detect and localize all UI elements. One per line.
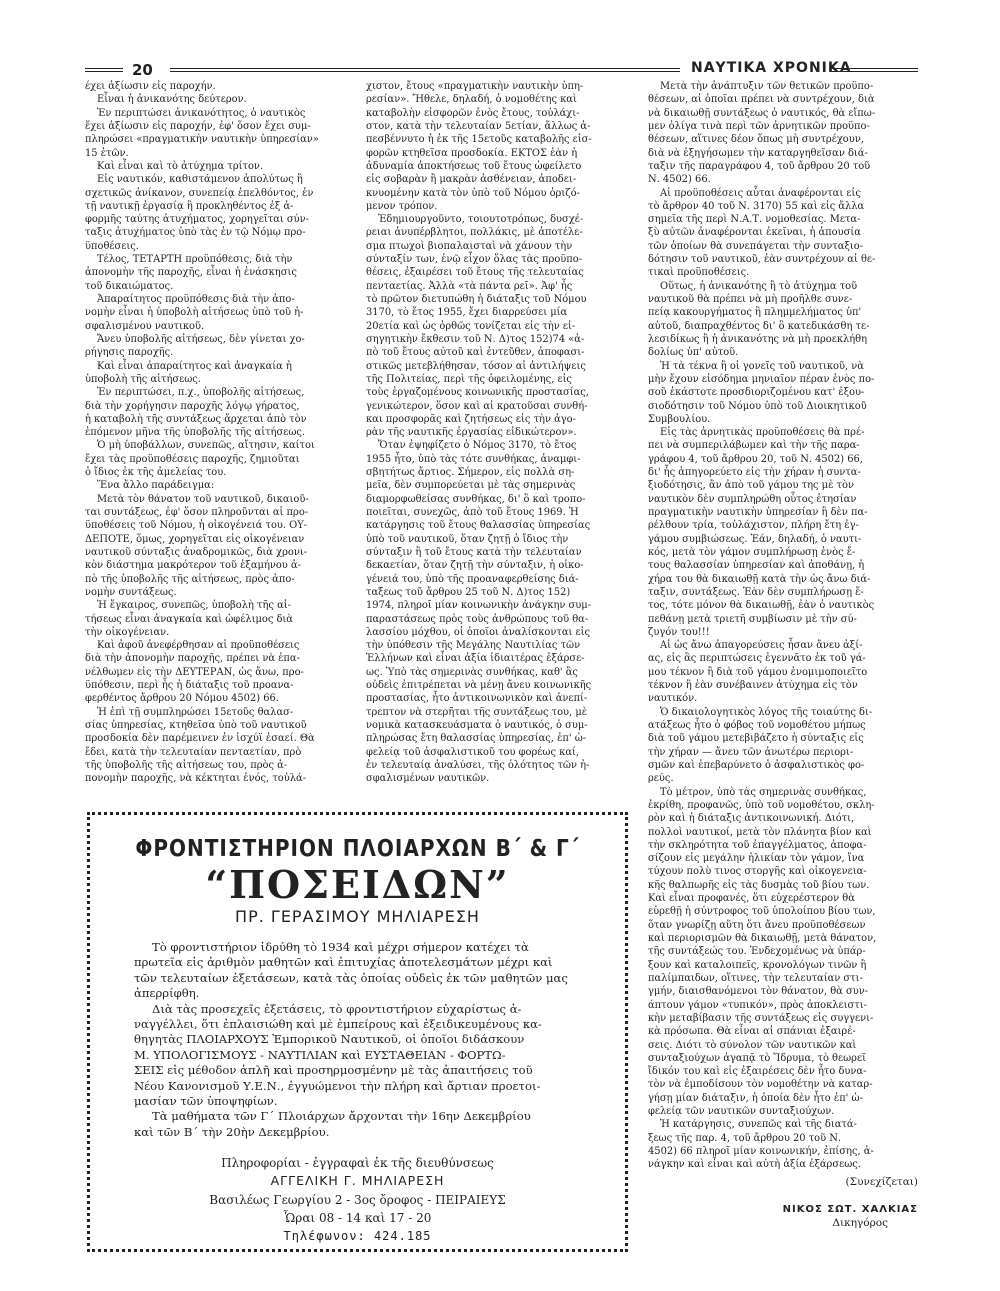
paragraph: Ἄνευ ὑποβολῆς αἰτήσεως, δὲν γίνεται χο- ρήγησις παροχῆς. (85, 333, 305, 359)
author-role: Δικηγόρος (832, 1217, 888, 1230)
paragraph: Καὶ ἀφοῦ ἀνεφέρθησαν αἱ προϋποθέσεις διὰ τὴν ἀπονομὴν παροχῆς, πρέπει νὰ ἐπα- νέλθωμεν εἰς τὴν ΔΕΥΤΕΡΑΝ, ὡς ἄνω, προ- ϋπόθεσιν, περὶ ἧς ἡ διάταξις τοῦ προανα- φερθέντος ἄρθρου 20 Νόμου 4502) 66. (85, 640, 304, 705)
paragraph: Μετὰ τὴν ἀνάπτυξιν τῶν θετικῶν προϋπο- θέσεων, αἱ ὁποῖαι πρέπει νὰ συντρέχουν, διὰ νὰ δικαιωθῇ συντάξεως ὁ ναυτικός, θὰ εἴπω- μεν ὀλίγα τινὰ περὶ τῶν ἀρνητικῶν προϋπο- θέσεων, αἵτινες δέον ὅπως μὴ συντρέχουν, διὰ νὰ ἐξηγήσωμεν τὴν καταργηθεῖσαν διά- ταξιν τῆς παραγράφου 4, τοῦ ἄρθρου 20 τοῦ Ν. 4502) 66. (648, 81, 876, 186)
paragraph: Αἱ ὡς ἄνω ἀπαγορεύσεις ἦσαν ἄνευ ἀξί- ας, εἰς ἃς περιπτώσεις ἐγεννᾶτο ἐκ τοῦ γά- μου τέκνον ἢ διὰ τοῦ γάμου ἐνομιμοποιεῖτο τέκνον ἢ ἐὰν συνέβαινεν ἀτύχημα εἰς τὸν ναυτικόν. (648, 640, 868, 705)
article-column-3 (648, 80, 918, 1230)
paragraph: Ἡ ἐπὶ τῇ συμπληρώσει 15ετοῦς θαλασ- σίας ὑπηρεσίας, κτηθεῖσα ὑπὸ τοῦ ναυτικοῦ προσδοκία δὲν παρέμεινεν ἐν ἰσχύϊ ἐσαεί. Θὰ ἔδει, κατὰ τὴν τελευταίαν πενταετίαν, πρὸ τῆς ὑποβολῆς τῆς αἰτήσεως του, πρὸς ἀ- πονομὴν παροχῆς, νὰ κέκτηται ἐνός, τοὐλά- (85, 706, 315, 785)
paragraph: Καὶ εἶναι καὶ τὸ ἀτύχημα τρίτον. (97, 160, 264, 172)
advertisement-box (87, 812, 628, 1252)
ad-phone: Τηλέφωνον: 424.185 (283, 1229, 432, 1244)
header-rule-right (830, 68, 918, 72)
paragraph: Εἰς ναυτικόν, καθιστάμενον ἀπολύτως ἢ σχετικῶς ἀνίκανον, συνεπείᾳ ἐπελθόντος, ἐν τῇ ναυτικῇ ἐργασίᾳ ἢ προκληθέντος ἐξ ἀ- φορμῆς ταύτης ἀτυχήματος, χορηγεῖται σύν- ταξις ἀτυχήματος ὑπὸ τὰς ἐν τῷ Νόμῳ προ- ϋποθέσεις. (85, 174, 314, 252)
ad-body (134, 940, 585, 1140)
ad-info-line: Πληροφορίαι - ἐγγραφαὶ ἐκ τῆς διευθύνσεως (221, 1156, 494, 1171)
header-rule-left (85, 68, 123, 72)
paragraph: Ἡ κατάργησις, συνεπῶς καὶ τῆς διατά- ξεως τῆς παρ. 4, τοῦ ἄρθρου 20 τοῦ Ν. 4502) 66 πληροῖ μίαν κοινωνικήν, ἐπίσης, ἀ- νάγκην καὶ εἶναι καὶ αὐτὴ ἀξία ἐξάρσεως. (648, 1119, 874, 1171)
paragraph: Ἡ ἔγκαιρος, συνεπῶς, ὑποβολὴ τῆς αἰ- τήσεως εἶναι ἀναγκαία καὶ ὠφέλιμος διὰ τὴν οἰκογένειαν. (85, 600, 293, 638)
continued-note: (Συνεχίζεται) (845, 1175, 918, 1188)
paragraph: Τὸ μέτρον, ὑπὸ τὰς σημερινὰς συνθήκας, ἐκρίθη, προφανῶς, ὑπὸ τοῦ νομοθέτου, σκλη- ρὸν καὶ ἡ διάταξις ἀντικοινωνική. Διότι, πολλοὶ ναυτικοί, μετὰ τὸν πλάνητα βίον καὶ τὴν σκληρότητα τοῦ ἐπαγγέλματος, ἀποφα- σίζουν εἰς μεγάλην ἡλικίαν τὸν γάμον, ἵνα τύχουν πολὺ τινος στοργῆς καὶ οἰκογενεια- κῆς θαλπωρῆς εἰς τὰς δυσμὰς τοῦ βίου των. Καὶ εἶναι προφανές, ὅτι εὐχερέστερον θὰ εὑρεθῇ ἡ σύντροφος τοῦ ὑπολοίπου βίου των, ὅταν γνωρίζῃ αὕτη ὅτι ἄνευ προϋποθέσεων καὶ περιορισμῶν θὰ δικαιωθῇ, μετὰ θάνατον, τῆς συντάξεώς του. Ἐνδεχομένως νὰ ὑπάρ- ξουν καὶ καταλοιπεῖς, κρονολόγων τινῶν ἢ παλίμπαιδων, οἵτινες, τὴν τελευταίαν στι- γμήν, διαισθανόμενοι τὸν θάνατον, θὰ συν- άπτουν γάμον «τυπικόν», πρὸς ἀποκλειστι- κὴν μεταβίβασιν τῆς συντάξεως εἰς συγγενι- κὰ πρόσωπα. Θὰ εἶναι αἱ σπάνιαι ἐξαιρέ- σεις. Διότι τὸ σύνολον τῶν ναυτικῶν καὶ συνταξιούχων ἀγαπᾷ τὸ Ἵδρυμα, τὸ θεωρεῖ ἴδικόν του καὶ εἰς ἐξαιρέσεις δὲν ἦτο δυνα- τὸν νὰ ἐμποδίσουν τὸν νομοθέτην νὰ καταρ- γήσῃ μίαν διάταξιν, ἡ ὁποία δὲν ἦτο ἐπ' ὠ- φελείᾳ τῶν ναυτικῶν συνταξιούχων. (648, 786, 877, 1118)
paragraph: Ἐν περιπτώσει ἀνικανότητος, ὁ ναυτικὸς ἔχει ἀξίωσιν εἰς παροχήν, ἐφ' ὅσον ἔχει συμ- πληρώσει «πραγματικὴν ναυτικὴν ὑπηρεσίαν» 15 ἐτῶν. (85, 107, 319, 159)
paragraph: Καὶ εἶναι ἀπαραίτητος καὶ ἀναγκαία ἡ ὑποβολὴ τῆς αἰτήσεως. (85, 360, 292, 385)
paragraph: Διὰ τὰς προσεχεῖς ἐξετάσεις, τὸ φροντιστήριον εὐχαρίστως ἀ- ναγγέλλει, ὅτι ἐπλαισιώθη καὶ μὲ ἐμπείρους καὶ ἐξειδικευμένους κα- θηγητὰς ΠΛΟΙΑΡΧΟΥΣ Ἐμπορικοῦ Ναυτικοῦ, οἱ ὁποῖοι διδάσκουν Μ. ΥΠΟΛΟΓΙΣΜΟΥΣ - ΝΑΥΤΙΛΙΑΝ καὶ ΕΥΣΤΑΘΕΙΑΝ - ΦΟΡΤΩ- ΣΕΙΣ εἰς μέθοδον ἁπλῆ καὶ προσηρμοσμένην μὲ τὰς ἀπαιτήσεις τοῦ Νέου Κανονισμοῦ Υ.Ε.Ν., ἐγγυώμενοι τὴν πλήρη καὶ ἄρτιαν προετοι- μασίαν τῶν ὑποψηφίων. (134, 1001, 542, 1109)
paragraph: Αἱ προϋποθέσεις αὗται ἀναφέρονται εἰς τὸ ἄρθρον 40 τοῦ Ν. 3170) 55 καὶ εἰς ἄλλα σημεῖα τῆς περὶ Ν.Α.Τ. νομοθεσίας. Μετα- ξὺ αὐτῶν ἀναφέρονται ἐκεῖναι, ἡ ἀπουσία τῶν ὁποίων θὰ συνεπάγεται τὴν συνταξιο- δότησιν τοῦ ναυτικοῦ, ἐὰν συντρέχουν αἱ θε- τικαὶ προϋποθέσεις. (648, 187, 876, 279)
paragraph: Εἶναι ἡ ἀνικανότης δεύτερον. (97, 94, 247, 106)
paragraph: Τέλος, ΤΕΤΑΡΤΗ προϋπόθεσις, διὰ τὴν ἀπονομὴν τῆς παροχῆς, εἶναι ἡ ἐνάσκησις τοῦ δικαιώματος. (85, 254, 297, 292)
ad-subtitle: ΠΡ. ΓΕΡΑΣΙΜΟΥ ΜΗΛΙΑΡΕΣΗ (235, 907, 480, 926)
paragraph: Ὁ μὴ ὑποβάλλων, συνεπῶς, αἴτησιν, καίτοι ἔχει τὰς προϋποθέσεις παροχῆς, ζημιοῦται ὁ ἴδιος ἐκ τῆς ἀμελείας του. (85, 440, 315, 479)
paragraph: Ἕνα ἄλλο παράδειγμα: (97, 480, 215, 492)
paragraph: Τὰ μαθήματα τῶν Γ΄ Πλοιάρχων ἄρχονται τὴν 16ην Δεκεμβρίου καὶ τῶν Β΄ τὴν 20ὴν Δεκεμβρίου. (134, 1109, 531, 1139)
author-name: ΝΙΚΟΣ ΣΩΤ. ΧΑΛΚΙΑΣ (782, 1203, 918, 1215)
paragraph: Ἀπαραίτητος προϋπόθεσις διὰ τὴν ἀπο- νομὴν εἶναι ἡ ὑποβολὴ αἰτήσεως ὑπὸ τοῦ ἠ- σφαλισμένου ναυτικοῦ. (85, 294, 304, 332)
ad-contact-name: ΑΓΓΕΛΙΚΗ Γ. ΜΗΛΙΑΡΕΣΗ (270, 1173, 445, 1189)
ad-hours: Ὧραι 08 - 14 καὶ 17 - 20 (283, 1211, 432, 1226)
ad-school-name: “ΠΟΣΕΙΔΩΝ” (205, 862, 510, 907)
paragraph: έχει ἀξίωσιν εἰς παροχήν. (85, 81, 216, 92)
ad-title: ΦΡΟΝΤΙΣΤΗΡΙΟΝ ΠΛΟΙΑΡΧΩΝ Β΄ & Γ΄ (135, 834, 580, 862)
paragraph: Ὁ δικαιολογητικὸς λόγος τῆς τοιαύτης δι- ατάξεως ἦτο ὁ φόβος τοῦ νομοθέτου μήπως διὰ τοῦ γάμου μετεβιβάζετο ἡ σύνταξις εἰς τὴν χήραν — ἄνευ τῶν ἀνωτέρω περιορι- σμῶν καὶ ἐπεβαρύνετο ὁ ἀσφαλιστικὸς φο- ρεύς. (648, 706, 873, 785)
paragraph: Ὅταν ἐψηφίζετο ὁ Νόμος 3170, τὸ ἔτος 1955 ἦτο, ὑπὸ τὰς τότε συνθήκας, ἀναμφι- σβητήτως ἄρτιος. Σήμερον, εἰς πολλὰ ση- μεῖα, δὲν συμπορεύεται μὲ τὰς σημερινὰς διαμορφωθείσας συνθήκας, δι' ὃ καὶ τροπο- ποιεῖται, συνεχῶς, ἀπὸ τοῦ ἔτους 1969. Ἡ κατάργησις τοῦ ἔτους θαλασσίας ὑπηρεσίας ὑπὸ τοῦ ναυτικοῦ, ὅταν ζητῇ ὁ ἴδιος τὴν σύνταξιν ἢ τοῦ ἔτους κατὰ τὴν τελευταίαν δεκαετίαν, ὅταν ζητῇ τὴν σύνταξιν, ἡ οἰκο- γένειά του, ὑπὸ τῆς προαναφερθείσης διά- ταξεως τοῦ ἄρθρου 25 τοῦ Ν. Δ)τος 152) 1974, πληροῖ μίαν κοινωνικὴν ἀνάγκην συμ- παραστάσεως πρὸς τοὺς ἀνθρώπους τοῦ θα- λασσίου μόχθου, οἱ ὁποῖοι ἀναλίσκονται εἰς τὴν ὑπόθεσιν τῆς Μεγάλης Ναυτιλίας τῶν Ἑλλήνων καὶ εἶναι ἀξία ἰδιαιτέρας ἐξάρσε- ως. Ὑπὸ τὰς σημερινὰς συνθήκας, καθ' ἃς οὐδεὶς ἐπιτρέπεται νὰ μένῃ ἄνευ κοινωνικῆς προστασίας, ἦτο ἀντικοινωνικὸν καὶ ἀνεπί- τρεπτον νὰ στερῆται τῆς συντάξεως του, μὲ νομικὰ κατασκευάσματα ὁ ναυτικός, ὁ συμ- πληρώσας ἔτη θαλασσίας ὑπηρεσίας, ἐπ' ὠ- φελείᾳ τοῦ ἀσφαλιστικοῦ του φορέως καί, ἐν τελευταίᾳ ἀναλύσει, τῆς ὁλότητος τῶν ἠ- σφαλισμένων ναυτικῶν. (366, 440, 592, 785)
article-column-2 (366, 80, 630, 786)
ad-contact (90, 1154, 625, 1245)
paragraph: Τὸ φροντιστήριον ἱδρύθη τὸ 1934 καὶ μέχρι σήμερον κατέχει τὰ πρωτεῖα εἰς ἀριθμὸν μαθητῶν καὶ ἐπιτυχίας ἀποτελεσμάτων μέχρι καὶ τῶν τελευταίων ἐξετάσεων, κατὰ τὰς ὁποίας οὐδεὶς ἐκ τῶν μαθητῶν μας ἀπερρίφθη. (134, 940, 568, 1001)
paragraph: Ἐν περιπτώσει, π.χ., ὑποβολῆς αἰτήσεως, διὰ τὴν χορήγησιν παροχῆς λόγῳ γήρατος, ἡ καταβολὴ τῆς συντάξεως ἄρχεται ἀπὸ τὸν ἑπόμενον μῆνα τῆς ὑποβολῆς τῆς αἰτήσεως. (85, 387, 307, 439)
paragraph: Εἰς τὰς ἀρνητικὰς προϋποθέσεις θὰ πρέ- πει νὰ συμπεριλάβωμεν καὶ τὴν τῆς παρα- γράφου 4, τοῦ ἄρθρου 20, τοῦ Ν. 4502) 66, δι' ἧς ἀπηγορεύετο εἰς τὴν χήραν ἡ συντα- ξιοδότησις, ἂν ἀπὸ τοῦ γάμου της μὲ τὸν ναυτικὸν δὲν συμπληρώθη οὗτος ἐτησίαν πραγματικὴν ναυτικὴν ὑπηρεσίαν ἢ δὲν πα- ρέλθουν τρία, τοὐλάχιστον, πλήρη ἔτη ἐγ- γάμου συμβιώσεως. Ἐάν, δηλαδή, ὁ ναυτι- κός, μετὰ τὸν γάμον συμπλήρωσῃ ἑνὸς ἔ- τους θαλασσίαν ὑπηρεσίαν καὶ ἀποθάνῃ, ἡ χήρα του θὰ δικαιωθῇ κατὰ τὴν ὡς ἄνω διά- ταξιν, συντάξεως. Ἐὰν δὲν συμπλήρωσῃ ἔ- τος, τότε μόνον θὰ δικαιωθῇ, ἐὰν ὁ ναυτικὸς πεθάνῃ μετὰ τριετῆ συμβίωσιν μὲ τὴν σύ- ζυγόν του!!! (648, 427, 875, 638)
header-rule-middle (170, 68, 680, 72)
article-column-1 (85, 80, 349, 786)
page-number: 20 (132, 61, 153, 79)
magazine-title: ΝΑΥΤΙΚΑ ΧΡΟΝΙΚΑ (691, 60, 852, 76)
article-column-3-body (648, 80, 918, 1172)
paragraph: Ἡ τὰ τέκνα ἢ οἱ γονεῖς τοῦ ναυτικοῦ, νὰ μὴν ἔχουν εἰσόδημα μηνιαῖον πέραν ἑνὸς πο- σοῦ ἑκάστοτε προσδιοριζομένου κατ' ἐξου- σιοδότησιν τοῦ Νόμου ὑπὸ τοῦ Διοικητικοῦ Συμβουλίου. (648, 360, 875, 425)
paragraph: Ἐδημιουργοῦντο, τοιουτοτρόπως, δυσχέ- ρειαι ἀνυπέρβλητοι, πολλάκις, μὲ ἀποτέλε- σμα πτωχοὶ βιοπαλαισταὶ νὰ χάνουν τὴν σύνταξίν των, ἐνῷ εἶχον ὅλας τὰς προϋπο- θέσεις, ἐξαιρέσει τοῦ ἔτους τῆς τελευταίας πενταετίας. Ἀλλὰ «τὰ πάντα ρεῖ». Ἀφ' ἧς τὸ πρῶτον διετυπώθη ἡ διάταξις τοῦ Νόμου 3170, τὸ ἔτος 1955, ἔχει διαρρεύσει μία 20ετία καὶ ὡς ὀρθῶς τονίζεται εἰς τὴν εἰ- σηγητικὴν ἔκθεσιν τοῦ Ν. Δ)τος 152)74 «ἀ- πὸ τοῦ ἔτους αὐτοῦ καὶ ἐντεῦθεν, ἀποφασι- στικῶς μετεβλήθησαν, τόσον αἱ ἀντιλήψεις τῆς Πολιτείας, περὶ τῆς ὀφειλομένης, εἰς τοὺς ἐργαζομένους κοινωνικῆς προστασίας, γενικώτερον, ὅσον καὶ αἱ κρατοῦσαι συνθή- και προσφορᾶς καὶ ζητήσεως εἰς τὴν ἀγο- ρὰν τῆς ναυτικῆς ἐργασίας εἰδικώτερον». (366, 214, 589, 439)
ad-address: Βασιλέως Γεωργίου 2 - 3ος ὄροφος - ΠΕΙΡΑΙΕΥΣ (209, 1193, 506, 1208)
paragraph: Οὕτως, ἡ ἀνικανότης ἢ τὸ ἀτύχημα τοῦ ναυτικοῦ θὰ πρέπει νὰ μὴ προῆλθε συνε- πείᾳ κακουργήματος ἢ πλημμελήματος ὑπ' αὐτοῦ, διαπραχθέντος δι' ὃ κατεδικάσθη τε- λεσιδίκως ἢ ἡ ἀνικανότης νὰ μὴ προεκλήθη δολίως ὑπ' αὐτοῦ. (648, 280, 870, 359)
paragraph: Μετὰ τὸν θάνατον τοῦ ναυτικοῦ, δικαιοῦ- ται συντάξεως, ἐφ' ὅσον πληροῦνται αἱ προ- ϋποθέσεις τοῦ Νόμου, ἡ οἰκογένειά του. ΟΥ- ΔΕΠΟΤΕ, ὅμως, χορηγεῖται εἰς οἰκογένειαν ναυτικοῦ σύνταξις ἀναδρομικῶς, διὰ χρονι- κὸν διάστημα μακρότερον τοῦ ἑξαμήνου ἀ- πὸ τῆς ὑποβολῆς τῆς αἰτήσεως, πρὸς ἀπο- νομὴν συντάξεως. (85, 493, 309, 598)
paragraph: χιστον, ἔτους «πραγματικὴν ναυτικὴν ὑπη- ρεσίαν». Ἤθελε, δηλαδή, ὁ νομοθέτης καὶ καταβολὴν εἰσφορῶν ἑνὸς ἔτους, τοὐλάχι- στον, κατὰ τὴν τελευταίαν 5ετίαν, ἄλλως ἀ- πεσβέννυτο ἡ ἐκ τῆς 15ετοῦς καταβολῆς εἰσ- φορῶν κτηθεῖσα προσδοκία. ΕΚΤΟΣ ἐὰν ἡ ἀδυναμία ἀποκτήσεως τοῦ ἔτους ὠφείλετο εἰς σοβαρὰν ἢ μακρὰν ἀσθένειαν, ἀποδει- κνυομένην κατὰ τὸν ὑπὸ τοῦ Νόμου ὁριζό- μενον τρόπον. (366, 81, 592, 212)
